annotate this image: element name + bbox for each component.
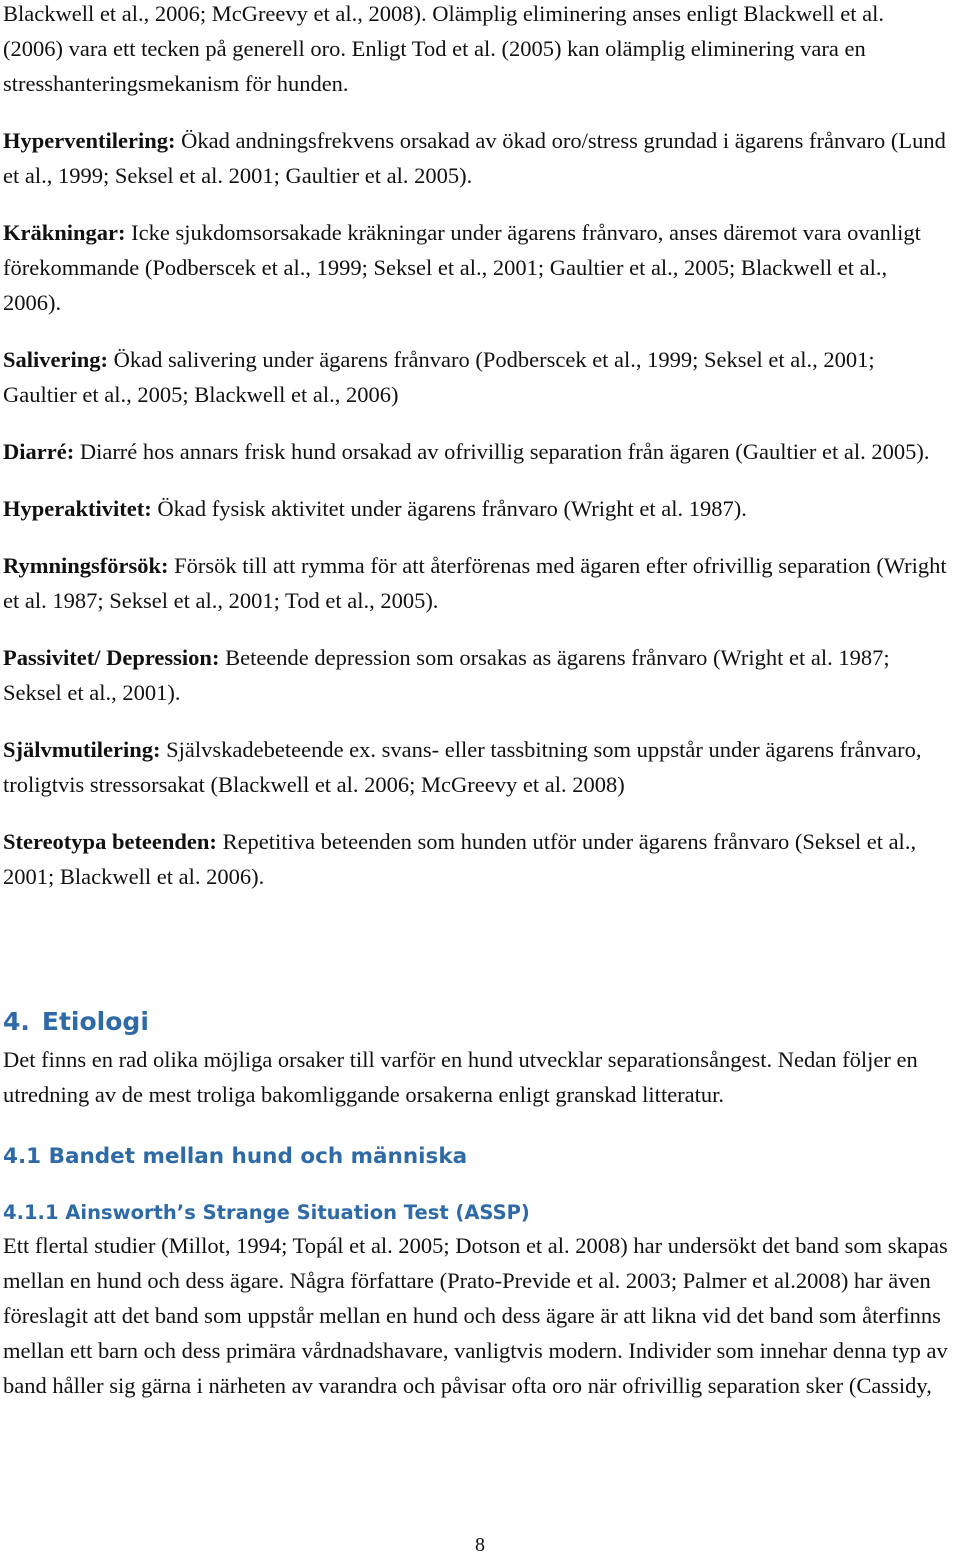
symptom-term: Hyperaktivitet: [3,496,152,521]
symptom-hyperventilering [3,123,948,193]
symptom-rymningsforsok [3,548,948,618]
symptom-term: Diarré: [3,439,75,464]
symptom-description: Försök till att rymma för att återförenas med ägaren efter ofrivillig separation (Wright et al. 1987; Seksel et al., 2001; Tod et al., 2005). [3,553,947,613]
symptom-term: Självmutilering: [3,737,161,762]
symptom-term: Hyperventilering: [3,128,176,153]
symptom-term: Kräkningar: [3,220,126,245]
section-title: Etiologi [41,1007,149,1036]
section-number: 4. [3,1007,30,1036]
symptom-salivering [3,342,948,412]
symptom-description: Ökad andningsfrekvens orsakad av ökad oro/stress grundad i ägarens frånvaro (Lund et al., 1999; Seksel et al. 2001; Gaultier et al. 2005). [3,128,946,188]
symptom-term: Rymningsförsök: [3,553,169,578]
section-4-heading [3,1002,948,1042]
section-4-1-1-heading: 4.1.1 Ainsworth’s Strange Situation Test (ASSP) [3,1201,530,1224]
symptom-stereotypa [3,824,948,894]
symptom-passivitet [3,640,948,710]
symptom-description: Beteende depression som orsakas as ägarens frånvaro (Wright et al. 1987; Seksel et al., 2001). [3,645,890,705]
symptom-description: Självskadebeteende ex. svans- eller tassbitning som uppstår under ägarens frånvaro, troligtvis stressorsakat (Blackwell et al. 2006; McGreevy et al. 2008) [3,737,922,797]
page-content [3,0,948,1403]
symptom-description: Icke sjukdomsorsakade kräkningar under ägarens frånvaro, anses däremot vara ovanligt förekommande (Podberscek et al., 1999; Seksel et al., 2001; Gaultier et al., 2005; Blackwell et al., 2006). [3,220,921,315]
symptom-description: Ökad salivering under ägarens frånvaro (Podberscek et al., 1999; Seksel et al., 2001; Gaultier et al., 2005; Blackwell et al., 2006) [3,347,875,407]
section-4-1-heading: 4.1 Bandet mellan hund och människa [3,1144,468,1169]
symptom-hyperaktivitet [3,491,948,526]
section-4-paragraph: Det finns en rad olika möjliga orsaker till varför en hund utvecklar separationsångest. Nedan följer en utredning av de mest troliga bakomliggande orsakerna enligt granskad litteratur. [3,1047,918,1107]
intro-paragraph: Blackwell et al., 2006; McGreevy et al., 2008). Olämplig eliminering anses enligt Blackwell et al. (2006) vara ett tecken på generell oro. Enligt Tod et al. (2005) kan olämplig eliminering vara en stresshanteringsmekanism för hunden. [3,1,885,96]
symptom-description: Ökad fysisk aktivitet under ägarens frånvaro (Wright et al. 1987). [151,496,747,521]
symptom-description: Repetitiva beteenden som hunden utför under ägarens frånvaro (Seksel et al., 2001; Blackwell et al. 2006). [3,829,917,889]
symptom-term: Stereotypa beteenden: [3,829,217,854]
symptom-krakningar [3,215,948,320]
symptom-term: Salivering: [3,347,108,372]
page-number: 8 [475,1534,485,1556]
section-4-1-1-paragraph: Ett flertal studier (Millot, 1994; Topál et al. 2005; Dotson et al. 2008) har undersökt det band som skapas mellan en hund och dess ägare. Några författare (Prato-Previde et al. 2003; Palmer et al.2008) har även föreslagit att det band som uppstår mellan en hund och dess ägare är att likna vid det band som återfinns mellan ett barn och dess primära vårdnadshavare, vanligtvis modern. Individer som innehar denna typ av band håller sig gärna i närheten av varandra och påvisar ofta oro när ofrivillig separation sker (Cassidy, [3,1233,948,1398]
symptom-term: Passivitet/ Depression: [3,645,220,670]
symptom-diarre [3,434,948,469]
symptom-description: Diarré hos annars frisk hund orsakad av ofrivillig separation från ägaren (Gaultier et al. 2005). [74,439,930,464]
symptom-sjalvmutilering [3,732,948,802]
